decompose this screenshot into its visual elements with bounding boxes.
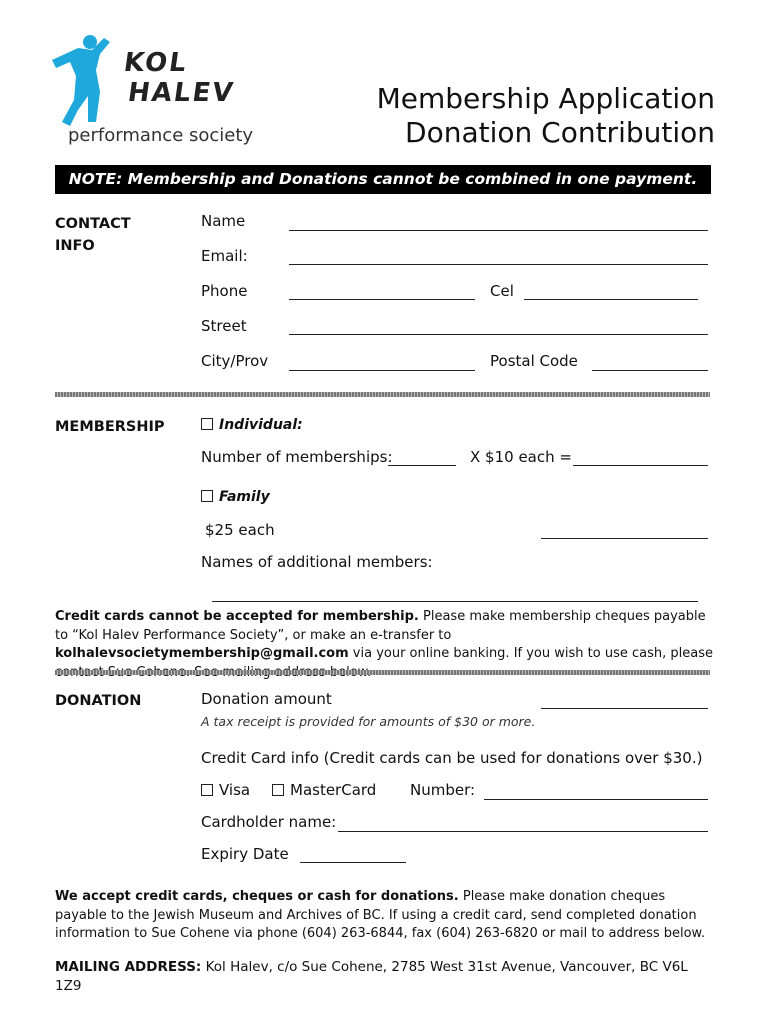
postal-code-label: Postal Code [490,352,578,370]
phone-label: Phone [201,282,248,300]
logo-text-halev: HALEV [125,78,237,108]
family-price-label: $25 each [205,521,275,539]
visa-label: Visa [219,781,251,799]
section-contact-line1: CONTACT [55,216,131,232]
section-membership: MEMBERSHIP [55,419,165,435]
cel-field[interactable] [524,299,698,300]
individual-checkbox[interactable] [201,418,213,430]
membership-note-text-2: via your online banking. If you wish to use cash, please [352,646,713,661]
logo [48,30,258,155]
credit-card-info-label: Credit Card info (Credit cards can be used for donations over $30.) [201,749,703,767]
street-field[interactable] [289,334,708,335]
membership-note-bold: Credit cards cannot be accepted for membership. [55,609,419,624]
logo-tagline: performance society [68,125,254,146]
page-title [377,82,715,150]
additional-members-label: Names of additional members: [201,553,433,571]
expiry-date-label: Expiry Date [201,845,289,863]
city-prov-field[interactable] [289,370,475,371]
note-text: NOTE: Membership and Donations cannot be combined in one payment. [68,170,698,188]
title-line-2: Donation Contribution [405,116,715,149]
family-option[interactable] [201,489,270,505]
family-total-field[interactable] [541,538,708,539]
cardholder-name-label: Cardholder name: [201,813,337,831]
name-field[interactable] [289,230,708,231]
title-line-1: Membership Application [376,82,715,115]
street-label: Street [201,317,247,335]
section-contact-line2: INFO [55,238,95,254]
donation-amount-label: Donation amount [201,690,332,708]
membership-note-text-1: Please make membership cheques payable to “Kol Halev Performance Society”, or make an e-transfer to [55,609,706,643]
email-field[interactable] [289,264,708,265]
individual-option[interactable] [201,417,303,433]
section-donation: DONATION [55,693,142,709]
individual-label: Individual: [219,417,303,433]
divider-2 [55,670,710,675]
mailing-address [55,958,715,995]
membership-total-field[interactable] [573,465,708,466]
mastercard-label: MasterCard [290,781,377,799]
name-label: Name [201,212,246,230]
number-of-memberships-field[interactable] [388,465,456,466]
family-label: Family [219,489,270,505]
price-per-membership-label: X $10 each = [470,448,572,466]
mastercard-option[interactable] [272,781,376,799]
visa-option[interactable] [201,781,250,799]
additional-members-field[interactable] [212,601,698,602]
city-prov-label: City/Prov [201,352,269,370]
family-checkbox[interactable] [201,490,213,502]
tax-receipt-note: A tax receipt is provided for amounts of $30 or more. [201,714,536,729]
mailing-address-label: MAILING ADDRESS: [55,959,202,975]
note-banner [55,165,711,194]
mastercard-checkbox[interactable] [272,784,284,796]
donation-amount-field[interactable] [541,708,708,709]
divider-1 [55,392,710,397]
donation-payment-note [55,888,715,944]
mailing-address-text: Kol Halev, c/o Sue Cohene, 2785 West 31st Avenue, Vancouver, BC V6L 1Z9 [55,959,688,994]
dancer-figure-icon [48,30,138,130]
card-number-label: Number: [410,781,476,799]
membership-email-link[interactable]: kolhalevsocietymembership@gmail.com [55,646,349,661]
number-of-memberships-label: Number of memberships: [201,448,393,466]
card-number-field[interactable] [484,799,708,800]
visa-checkbox[interactable] [201,784,213,796]
donation-note-bold: We accept credit cards, cheques or cash for donations. [55,889,459,904]
cardholder-name-field[interactable] [338,831,708,832]
expiry-date-field[interactable] [300,862,406,863]
postal-code-field[interactable] [592,370,708,371]
section-contact-info [55,213,131,257]
email-label: Email: [201,247,248,265]
cel-label: Cel [490,282,514,300]
logo-text-kol: KOL [121,48,190,78]
phone-field[interactable] [289,299,475,300]
donation-note-text: Please make donation cheques payable to the Jewish Museum and Archives of BC. If using a credit card, send completed donation information to Sue Cohene via phone (604) 263-6844, fax (604) 263-6820 or mail to address below. [55,889,706,941]
